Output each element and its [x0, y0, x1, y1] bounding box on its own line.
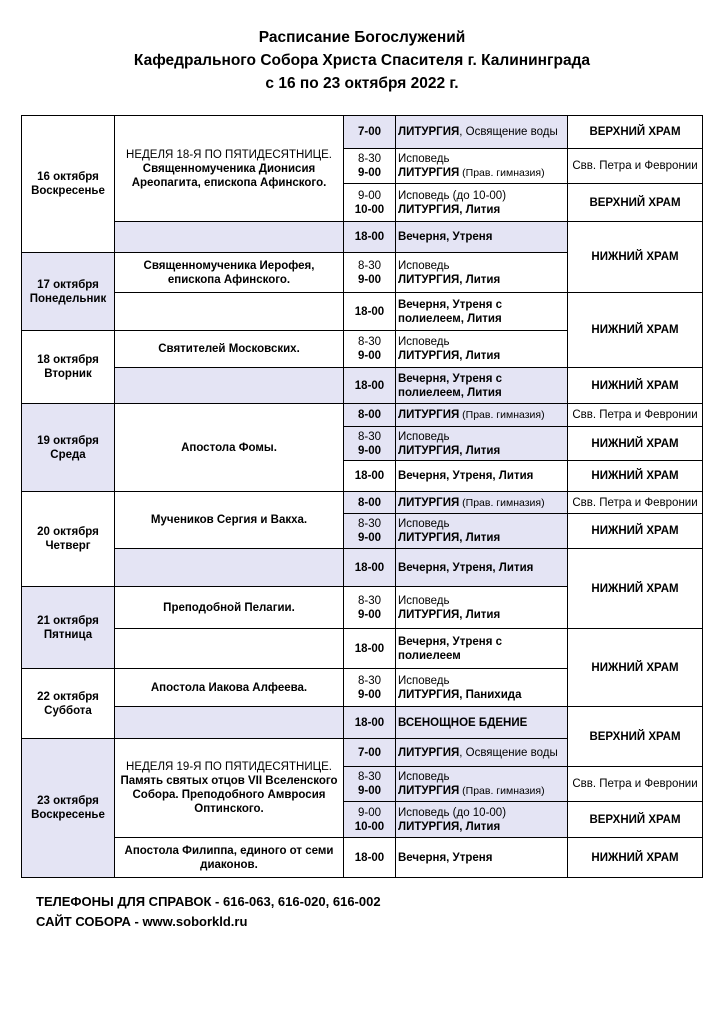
- table-row: [22, 222, 703, 253]
- service-cell: Вечерня, Утреня: [396, 838, 568, 878]
- day-cell-17: 17 октября Понедельник: [22, 253, 115, 331]
- time-cell: 8-00: [344, 492, 396, 514]
- table-row: [22, 838, 703, 878]
- church-cell: Свв. Петра и Февронии: [568, 492, 703, 514]
- service-cell: Вечерня, Утреня с полиелеем, Лития: [396, 368, 568, 404]
- church-cell: НИЖНИЙ ХРАМ: [568, 549, 703, 629]
- saint-cell-20: Мучеников Сергия и Вакха.: [115, 492, 344, 549]
- service-cell: Вечерня, Утреня, Лития: [396, 549, 568, 587]
- date-range: с 16 по 23 октября 2022 г.: [265, 75, 459, 92]
- service-cell: Исповедь (до 10-00) ЛИТУРГИЯ, Лития: [396, 802, 568, 838]
- time-cell: 18-00: [344, 549, 396, 587]
- church-cell: Свв. Петра и Февронии: [568, 404, 703, 427]
- saint-cell-19: Апостола Фомы.: [115, 404, 344, 492]
- time-cell: 18-00: [344, 368, 396, 404]
- church-cell: НИЖНИЙ ХРАМ: [568, 222, 703, 293]
- church-cell: НИЖНИЙ ХРАМ: [568, 629, 703, 707]
- service-cell: Исповедь ЛИТУРГИЯ, Лития: [396, 514, 568, 549]
- service-cell: ВСЕНОЩНОЕ БДЕНИЕ: [396, 707, 568, 739]
- day-cell-16: 16 октября Воскресенье: [22, 116, 115, 253]
- saint-cell-empty: [115, 629, 344, 669]
- time-cell: 8-30 9-00: [344, 149, 396, 184]
- table-row: [22, 549, 703, 587]
- table-row: [22, 116, 703, 149]
- service-cell: ЛИТУРГИЯ (Прав. гимназия): [396, 404, 568, 427]
- saint-cell-22: Апостола Иакова Алфеева.: [115, 669, 344, 707]
- time-cell: 18-00: [344, 707, 396, 739]
- service-cell: Вечерня, Утреня с полиелеем: [396, 629, 568, 669]
- saint-cell-16: НЕДЕЛЯ 18-Я ПО ПЯТИДЕСЯТНИЦЕ. Священномученика Дионисия Ареопагита, епископа Афинского.: [115, 116, 344, 222]
- saint-cell-17: Священномученика Иерофея, епископа Афинского.: [115, 253, 344, 293]
- table-row: [22, 707, 703, 739]
- church-cell: ВЕРХНИЙ ХРАМ: [568, 802, 703, 838]
- service-cell: Вечерня, Утреня с полиелеем, Лития: [396, 293, 568, 331]
- church-cell: ВЕРХНИЙ ХРАМ: [568, 116, 703, 149]
- day-cell-23: 23 октября Воскресенье: [22, 739, 115, 878]
- saint-cell-empty: [115, 549, 344, 587]
- table-row: [22, 492, 703, 514]
- church-cell: Свв. Петра и Февронии: [568, 149, 703, 184]
- time-cell: 7-00: [344, 739, 396, 767]
- day-cell-22: 22 октября Суббота: [22, 669, 115, 739]
- service-cell: Исповедь ЛИТУРГИЯ, Лития: [396, 253, 568, 293]
- time-cell: 18-00: [344, 629, 396, 669]
- time-cell: 8-30 9-00: [344, 331, 396, 368]
- time-cell: 8-30 9-00: [344, 669, 396, 707]
- time-cell: 7-00: [344, 116, 396, 149]
- day-cell-21: 21 октября Пятница: [22, 587, 115, 669]
- time-cell: 18-00: [344, 293, 396, 331]
- day-cell-19: 19 октября Среда: [22, 404, 115, 492]
- time-cell: 8-30 9-00: [344, 427, 396, 461]
- saint-cell-empty: [115, 222, 344, 253]
- service-cell: Исповедь ЛИТУРГИЯ, Панихида: [396, 669, 568, 707]
- website-line: САЙТ СОБОРА - www.soborkld.ru: [36, 914, 248, 929]
- service-cell: Исповедь ЛИТУРГИЯ, Лития: [396, 331, 568, 368]
- time-cell: 8-00: [344, 404, 396, 427]
- service-cell: Исповедь ЛИТУРГИЯ, Лития: [396, 427, 568, 461]
- day-cell-18: 18 октября Вторник: [22, 331, 115, 404]
- time-cell: 8-30 9-00: [344, 253, 396, 293]
- day-cell-20: 20 октября Четверг: [22, 492, 115, 587]
- table-row: [22, 629, 703, 669]
- service-cell: ЛИТУРГИЯ, Освящение воды: [396, 739, 568, 767]
- saint-cell-21: Преподобной Пелагии.: [115, 587, 344, 629]
- service-cell: Вечерня, Утреня: [396, 222, 568, 253]
- schedule-title: Расписание Богослужений: [258, 29, 466, 46]
- church-cell: НИЖНИЙ ХРАМ: [568, 838, 703, 878]
- time-cell: 18-00: [344, 222, 396, 253]
- church-cell: НИЖНИЙ ХРАМ: [568, 293, 703, 368]
- table-row: [22, 368, 703, 404]
- church-cell: ВЕРХНИЙ ХРАМ: [568, 184, 703, 222]
- church-cell: НИЖНИЙ ХРАМ: [568, 427, 703, 461]
- saint-cell-empty: [115, 293, 344, 331]
- schedule-table: [21, 115, 703, 878]
- service-cell: Исповедь ЛИТУРГИЯ, Лития: [396, 587, 568, 629]
- table-row: [22, 293, 703, 331]
- time-cell: 8-30 9-00: [344, 767, 396, 802]
- service-cell: Исповедь (до 10-00) ЛИТУРГИЯ, Лития: [396, 184, 568, 222]
- time-cell: 8-30 9-00: [344, 587, 396, 629]
- cathedral-title: Кафедрального Собора Христа Спасителя г. Калининграда: [133, 52, 591, 69]
- service-cell: Исповедь ЛИТУРГИЯ (Прав. гимназия): [396, 767, 568, 802]
- saint-cell-23b: Апостола Филиппа, единого от семи диаконов.: [115, 838, 344, 878]
- time-cell: 8-30 9-00: [344, 514, 396, 549]
- service-cell: Вечерня, Утреня, Лития: [396, 461, 568, 492]
- church-cell: НИЖНИЙ ХРАМ: [568, 368, 703, 404]
- church-cell: НИЖНИЙ ХРАМ: [568, 514, 703, 549]
- saint-cell-empty: [115, 368, 344, 404]
- church-cell: НИЖНИЙ ХРАМ: [568, 461, 703, 492]
- service-cell: ЛИТУРГИЯ (Прав. гимназия): [396, 492, 568, 514]
- phones-line: ТЕЛЕФОНЫ ДЛЯ СПРАВОК - 616-063, 616-020, 616-002: [36, 894, 381, 909]
- time-cell: 18-00: [344, 838, 396, 878]
- time-cell: 9-00 10-00: [344, 184, 396, 222]
- saint-cell-empty: [115, 707, 344, 739]
- saint-cell-18: Святителей Московских.: [115, 331, 344, 368]
- church-cell: Свв. Петра и Февронии: [568, 767, 703, 802]
- church-cell: ВЕРХНИЙ ХРАМ: [568, 707, 703, 767]
- service-cell: Исповедь ЛИТУРГИЯ (Прав. гимназия): [396, 149, 568, 184]
- time-cell: 18-00: [344, 461, 396, 492]
- saint-cell-23: НЕДЕЛЯ 19-Я ПО ПЯТИДЕСЯТНИЦЕ. Память святых отцов VII Вселенского Собора. Преподобного Амвросия Оптинского.: [115, 739, 344, 838]
- service-cell: ЛИТУРГИЯ, Освящение воды: [396, 116, 568, 149]
- table-row: [22, 404, 703, 427]
- time-cell: 9-00 10-00: [344, 802, 396, 838]
